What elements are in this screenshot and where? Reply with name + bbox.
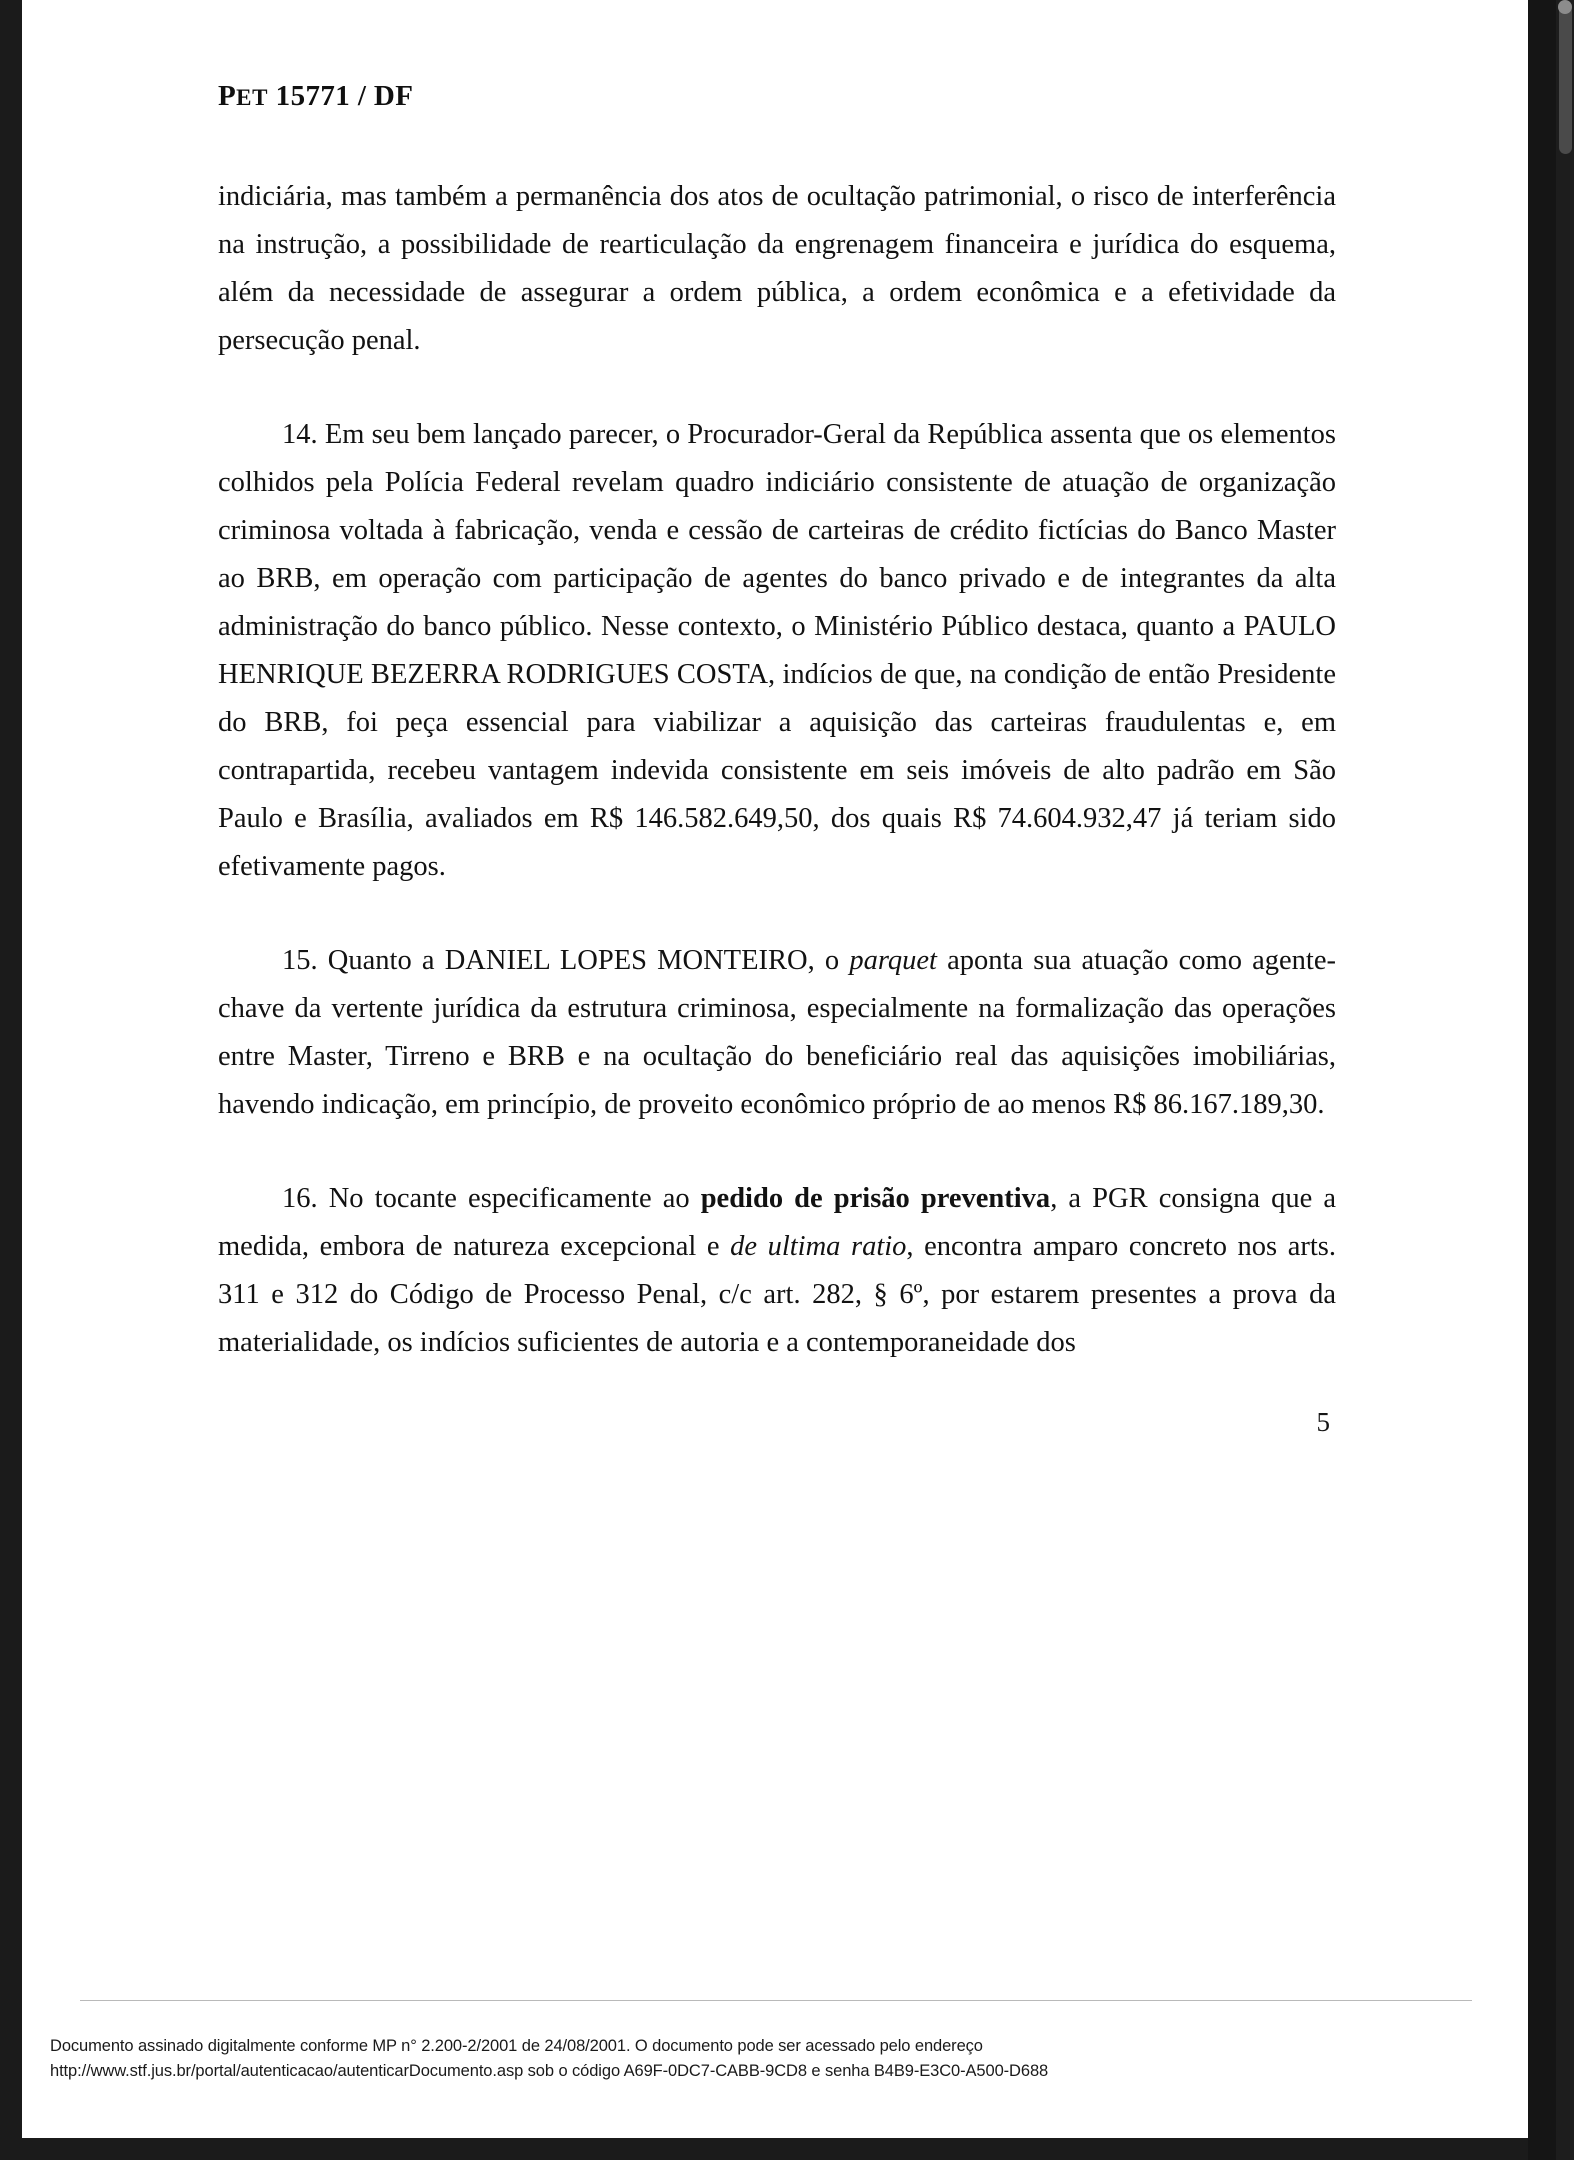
header-lead-letter: P [218, 80, 237, 112]
page-number: 5 [1316, 1407, 1330, 1437]
viewer-bottom-margin [0, 2138, 1574, 2160]
page-content-column [218, 0, 1336, 1438]
viewer-left-margin [0, 0, 22, 2160]
viewer-right-margin [1528, 0, 1574, 2160]
paragraph-item-15: 15. Quanto a DANIEL LOPES MONTEIRO, o parquet aponta sua atuação como agente-chave da vertente jurídica da estrutura criminosa, especialmente na formalização das operações entre Master, Tirreno e BRB e na ocultação do beneficiário real das aquisições imobiliárias, havendo indicação, em princípio, de proveito econômico próprio de ao menos R$ 86.167.189,30. [218, 945, 1336, 1120]
footer-line-1: Documento assinado digitalmente conforme MP n° 2.200-2/2001 de 24/08/2001. O documento pode ser acessado pelo endereço [50, 2037, 983, 2055]
paragraph-continuation: indiciária, mas também a permanência dos atos de ocultação patrimonial, o risco de interferência na instrução, a possibilidade de rearticulação da engrenagem financeira e jurídica do esquema, além da necessidade de assegurar a ordem pública, a ordem econômica e a efetividade da persecução penal. [218, 181, 1336, 356]
footer-line-2: http://www.stf.jus.br/portal/autenticacao/autenticarDocumento.asp sob o código A69F-0DC7-CABB-9CD8 e senha B4B9-E3C0-A500-D688 [50, 2062, 1049, 2080]
paragraph-item-14: 14. Em seu bem lançado parecer, o Procurador-Geral da República assenta que os elementos colhidos pela Polícia Federal revelam quadro indiciário consistente de atuação de organização criminosa voltada à fabricação, venda e cessão de carteiras de crédito fictícias do Banco Master ao BRB, em operação com participação de agentes do banco privado e de integrantes da alta administração do banco público. Nesse contexto, o Ministério Público destaca, quanto a PAULO HENRIQUE BEZERRA RODRIGUES COSTA, indícios de que, na condição de então Presidente do BRB, foi peça essencial para viabilizar a aquisição das carteiras fraudulentas e, em contrapartida, recebeu vantagem indevida consistente em seis imóveis de alto padrão em São Paulo e Brasília, avaliados em R$ 146.582.649,50, dos quais R$ 74.604.932,47 já teriam sido efetivamente pagos. [218, 419, 1336, 882]
scrollbar-thumb[interactable] [1559, 4, 1572, 154]
signature-footer [50, 2034, 1470, 2084]
document-header [218, 80, 1336, 113]
paragraph-item-16: 16. No tocante especificamente ao pedido de prisão preventiva, a PGR consigna que a medida, embora de natureza excepcional e de ultima ratio, encontra amparo concreto nos arts. 311 e 312 do Código de Processo Penal, c/c art. 282, § 6º, por estarem presentes a prova da materialidade, os indícios suficientes de autoria e a contemporaneidade dos [218, 1183, 1337, 1358]
header-case-number: 15771 / DF [275, 80, 414, 112]
header-rest-letters: ET [236, 85, 269, 110]
scroll-up-icon[interactable] [1558, 0, 1572, 14]
footer-divider [80, 2000, 1472, 2001]
document-page [22, 0, 1528, 2138]
vertical-scrollbar[interactable] [1556, 0, 1574, 2160]
document-body [218, 173, 1336, 1367]
